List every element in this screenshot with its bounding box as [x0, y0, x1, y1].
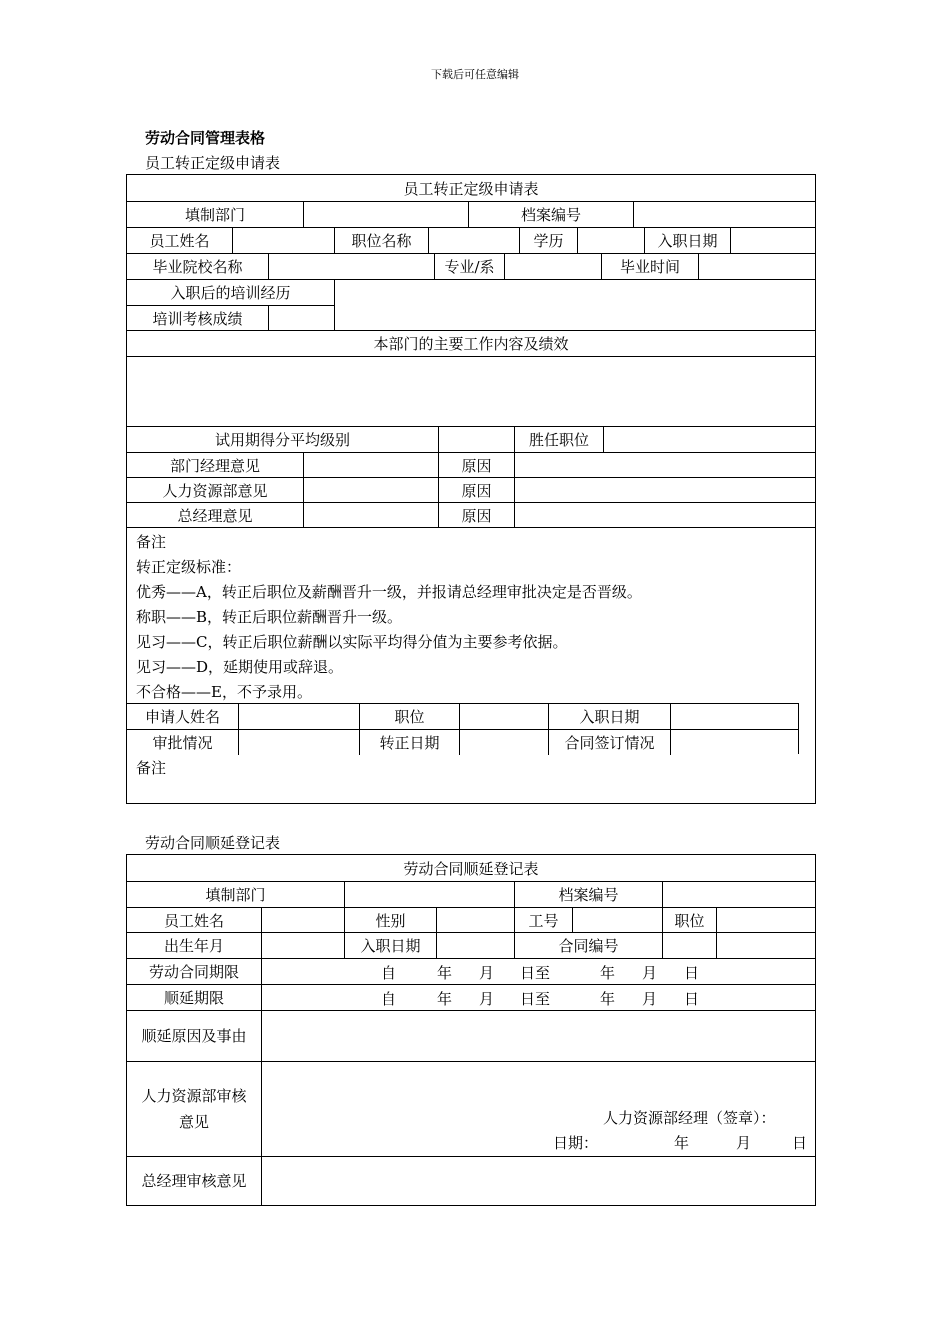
extension-term-dates [262, 988, 817, 1008]
position-label: 职位 [662, 908, 716, 932]
contract-no-label: 合同编号 [514, 933, 662, 958]
confirm-date-field[interactable] [459, 730, 548, 755]
approval-label: 审批情况 [152, 734, 213, 752]
date-from-text: 自 [381, 964, 397, 982]
contract-term-label: 劳动合同期限 [148, 963, 239, 981]
trial-grade-field[interactable] [438, 427, 514, 452]
form2-section-title: 劳动合同顺延登记表 [145, 834, 281, 852]
form2-row-name [127, 907, 815, 932]
form1-row-school [127, 253, 815, 279]
notes-standard: 转正定级标准： [136, 558, 242, 576]
form2-row-birth [127, 932, 815, 958]
day-to-text: 日至 [520, 990, 551, 1008]
training-history-label: 入职后的培训经历 [170, 284, 291, 302]
form1-row-dept [127, 201, 815, 227]
month-text: 月 [479, 964, 495, 982]
entry-date-label: 入职日期 [644, 228, 730, 253]
contract-term-dates [262, 962, 817, 982]
form2-row-extension-term [127, 984, 815, 1010]
notes-line: 见习——D，延期使用或辞退。 [136, 658, 344, 676]
applicant-name-label: 申请人姓名 [144, 708, 220, 726]
gm-review-field[interactable] [261, 1157, 817, 1205]
grad-time-field[interactable] [698, 254, 817, 279]
year-text: 年 [600, 990, 616, 1008]
competent-pos-label: 胜任职位 [514, 427, 603, 452]
hr-mgr-sign-label: 人力资源部经理（签章）： [603, 1109, 776, 1127]
form1-row-work-header [127, 330, 815, 356]
trial-grade-label: 试用期得分平均级别 [214, 431, 350, 449]
form1-title-row [127, 175, 815, 201]
birth-field[interactable] [261, 933, 344, 958]
dept-mgr-opinion-label: 部门经理意见 [169, 456, 260, 475]
approval-field[interactable] [238, 730, 359, 755]
year-text: 年 [674, 1134, 690, 1152]
date-label: 日期： [553, 1134, 599, 1152]
major-field[interactable] [504, 254, 601, 279]
position-name-field[interactable] [428, 228, 519, 253]
position-label: 职位 [359, 704, 459, 729]
fill-dept-field[interactable] [344, 882, 514, 907]
approval-row [127, 729, 798, 755]
date-from-text: 自 [381, 990, 397, 1008]
training-score-field[interactable] [268, 305, 334, 331]
form1-row-training [127, 279, 815, 330]
form1-row-hr [127, 477, 815, 502]
form1-row-dept-mgr [127, 452, 815, 477]
form2-row-reason [127, 1010, 815, 1061]
month-text: 月 [479, 990, 495, 1008]
reason-label: 原因 [438, 453, 514, 477]
form1-row-gm [127, 502, 815, 527]
entry-date-field[interactable] [436, 933, 514, 958]
extension-term-field[interactable] [261, 985, 817, 1010]
education-label: 学历 [519, 228, 577, 253]
year-text: 年 [437, 964, 453, 982]
reason-label: 原因 [438, 478, 514, 502]
applicant-name-field[interactable] [238, 704, 359, 729]
emp-name-field[interactable] [232, 228, 334, 253]
major-label: 专业/系 [434, 254, 504, 279]
emp-name-label: 员工姓名 [149, 232, 210, 250]
form2-table-title: 劳动合同顺延登记表 [403, 859, 539, 878]
entry-date2-label: 入职日期 [548, 704, 670, 729]
day-text: 日 [684, 964, 700, 982]
form2-title-row [127, 855, 815, 881]
file-no-label: 档案编号 [514, 882, 662, 907]
gm-opinion-field[interactable] [303, 503, 438, 527]
work-content-label: 本部门的主要工作内容及绩效 [373, 335, 569, 353]
extension-term-label: 顺延期限 [163, 989, 224, 1007]
form1-section-title: 员工转正定级申请表 [145, 154, 281, 172]
file-no-field[interactable] [633, 202, 817, 227]
form1-row-name [127, 227, 815, 253]
education-field[interactable] [577, 228, 644, 253]
form2-table [126, 854, 816, 1206]
reason-field[interactable] [514, 453, 817, 477]
contract-term-field[interactable] [261, 959, 817, 984]
grad-time-label: 毕业时间 [601, 254, 698, 279]
form2-row-dept [127, 881, 815, 907]
entry-date-label: 入职日期 [344, 933, 436, 958]
extension-reason-label: 顺延原因及事由 [141, 1027, 247, 1045]
contract-no-field[interactable] [662, 933, 716, 958]
extension-reason-field[interactable] [261, 1011, 817, 1061]
applicant-table [127, 703, 799, 754]
position-field[interactable] [459, 704, 548, 729]
training-score-label: 培训考核成绩 [127, 305, 268, 331]
form2-row-hr-review [127, 1061, 815, 1156]
position-field[interactable] [716, 908, 817, 932]
reason-field[interactable] [514, 503, 817, 527]
emp-no-field[interactable] [572, 908, 662, 932]
notes-line: 称职——B，转正后职位薪酬晋升一级。 [136, 608, 403, 626]
fill-dept-field[interactable] [303, 202, 468, 227]
emp-name-field[interactable] [261, 908, 344, 932]
month-text: 月 [642, 964, 658, 982]
form2-row-gm-review [127, 1156, 815, 1205]
work-content-field[interactable] [127, 356, 815, 426]
confirm-date-label: 转正日期 [359, 730, 459, 755]
position-name-label: 职位名称 [334, 228, 428, 253]
emp-no-label: 工号 [514, 908, 572, 932]
notes-line: 见习——C，转正后职位薪酬以实际平均得分值为主要参考依据。 [136, 633, 568, 651]
form2-row-contract-term [127, 958, 815, 984]
notes-line: 优秀——A，转正后职位及薪酬晋升一级，并报请总经理审批决定是否晋级。 [136, 583, 642, 601]
entry-date-field[interactable] [730, 228, 817, 253]
year-text: 年 [437, 990, 453, 1008]
form1-row-trial [127, 426, 815, 452]
contract-sign-label: 合同签订情况 [548, 730, 670, 755]
entry-date2-field[interactable] [670, 704, 799, 729]
gm-review-label: 总经理审核意见 [141, 1172, 247, 1190]
contract-no-field-ext[interactable] [716, 933, 817, 958]
contract-sign-field[interactable] [670, 730, 799, 755]
day-text: 日 [792, 1134, 808, 1152]
hr-review-date-line [262, 1132, 817, 1152]
reason-field[interactable] [514, 478, 817, 502]
gm-opinion-label: 总经理意见 [177, 506, 253, 525]
page-header: 下载后可任意编辑 [431, 68, 519, 81]
file-no-field[interactable] [662, 882, 817, 907]
hr-opinion-field[interactable] [303, 478, 438, 502]
training-history-field[interactable] [334, 280, 817, 330]
day-to-text: 日至 [520, 964, 551, 982]
form1-table-title: 员工转正定级申请表 [403, 179, 539, 198]
applicant-row [127, 704, 798, 729]
remark-label: 备注 [136, 759, 167, 777]
notes-line: 不合格——E，不予录用。 [136, 683, 312, 701]
month-text: 月 [736, 1134, 752, 1152]
hr-opinion-label: 人力资源部意见 [162, 481, 268, 500]
fill-dept-label: 填制部门 [184, 206, 245, 224]
gender-field[interactable] [436, 908, 514, 932]
gender-label: 性别 [344, 908, 436, 932]
fill-dept-label: 填制部门 [205, 886, 266, 904]
notes-label: 备注 [136, 533, 167, 551]
school-label: 毕业院校名称 [152, 258, 243, 276]
reason-label: 原因 [438, 503, 514, 527]
competent-pos-field[interactable] [603, 427, 817, 452]
dept-mgr-opinion-field[interactable] [303, 453, 438, 477]
hr-review-label: 人力资源部审核意见 [141, 1087, 247, 1131]
document-title: 劳动合同管理表格 [145, 129, 266, 147]
year-text: 年 [600, 964, 616, 982]
birth-label: 出生年月 [163, 937, 224, 955]
school-field[interactable] [268, 254, 434, 279]
form1-table [126, 174, 816, 804]
emp-name-label: 员工姓名 [163, 911, 224, 930]
file-no-label: 档案编号 [468, 202, 633, 227]
month-text: 月 [642, 990, 658, 1008]
day-text: 日 [684, 990, 700, 1008]
hr-review-field[interactable] [261, 1062, 817, 1156]
form1-notes-area [127, 527, 815, 803]
